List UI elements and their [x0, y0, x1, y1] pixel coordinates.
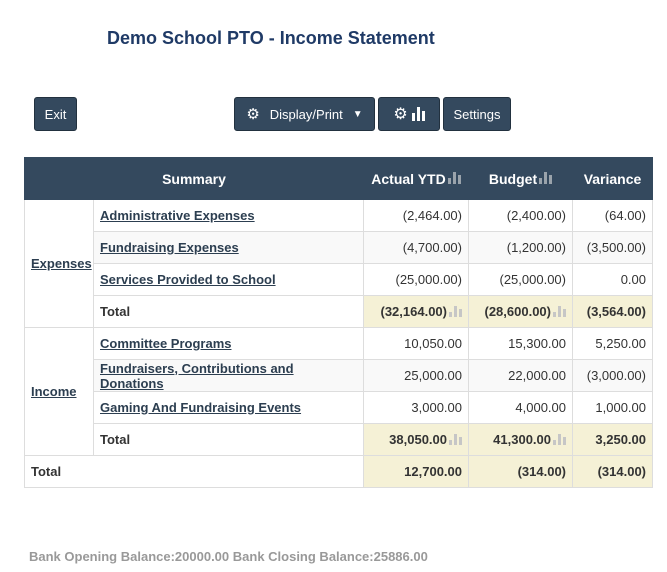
- actual-total-cell: [364, 296, 469, 328]
- budget-cell: (2,400.00): [469, 200, 573, 232]
- actual-cell: (25,000.00): [364, 264, 469, 296]
- grand-total-actual: 12,700.00: [364, 456, 469, 488]
- grand-total-row: [25, 456, 653, 488]
- display-print-label: Display/Print: [269, 106, 343, 122]
- actual-cell: 3,000.00: [364, 392, 469, 424]
- group-label-income[interactable]: [25, 328, 94, 456]
- settings-label: Settings: [453, 106, 501, 122]
- chart-settings-button[interactable]: [378, 97, 440, 131]
- row-name-cell[interactable]: [94, 264, 364, 296]
- variance-total-cell: (3,564.00): [573, 296, 653, 328]
- header-summary: Summary: [25, 158, 364, 200]
- table-row: [25, 360, 653, 392]
- income-link[interactable]: Income: [31, 384, 77, 399]
- exit-button[interactable]: [34, 97, 77, 131]
- budget-cell: (25,000.00): [469, 264, 573, 296]
- bank-balance-footer: Bank Opening Balance:20000.00 Bank Closing Balance:25886.00: [29, 549, 428, 564]
- account-link[interactable]: Committee Programs: [100, 336, 232, 351]
- header-budget-label: Budget: [488, 170, 538, 187]
- bar-chart-icon[interactable]: [553, 306, 566, 317]
- budget-cell: 15,300.00: [469, 328, 573, 360]
- page-title: Demo School PTO - Income Statement: [107, 28, 435, 48]
- account-link[interactable]: Gaming And Fundraising Events: [100, 400, 302, 415]
- budget-cell: (1,200.00): [469, 232, 573, 264]
- settings-button[interactable]: [443, 97, 511, 131]
- variance-cell: (3,000.00): [573, 360, 653, 392]
- actual-cell: (2,464.00): [364, 200, 469, 232]
- actual-cell: (4,700.00): [364, 232, 469, 264]
- header-budget[interactable]: [469, 158, 573, 200]
- budget-cell: 22,000.00: [469, 360, 573, 392]
- account-link[interactable]: Fundraisers, Contributions and Donations: [100, 360, 294, 391]
- account-link[interactable]: Fundraising Expenses: [100, 240, 239, 255]
- row-name-cell[interactable]: [94, 360, 364, 392]
- variance-cell: (64.00): [573, 200, 653, 232]
- budget-total-cell: [469, 424, 573, 456]
- actual-total-value: (32,164.00): [380, 304, 447, 319]
- variance-cell: 5,250.00: [573, 328, 653, 360]
- variance-total-cell: 3,250.00: [573, 424, 653, 456]
- income-statement-table: [24, 157, 653, 488]
- actual-cell: 25,000.00: [364, 360, 469, 392]
- gear-outline-icon: ⚙: [393, 106, 408, 123]
- table-row: [25, 392, 653, 424]
- bar-chart-icon[interactable]: [539, 172, 552, 184]
- gear-icon: ⚙: [246, 106, 260, 123]
- row-name-cell[interactable]: [94, 392, 364, 424]
- variance-cell: (3,500.00): [573, 232, 653, 264]
- expenses-link[interactable]: Expenses: [31, 256, 92, 271]
- table-row: [25, 328, 653, 360]
- caret-down-icon: ▼: [352, 108, 363, 120]
- budget-total-cell: [469, 296, 573, 328]
- group-label-expenses[interactable]: [25, 200, 94, 328]
- account-link[interactable]: Administrative Expenses: [100, 208, 255, 223]
- row-name-cell[interactable]: [94, 232, 364, 264]
- actual-total-value: 38,050.00: [389, 432, 447, 447]
- exit-label: Exit: [44, 106, 67, 122]
- variance-cell: 1,000.00: [573, 392, 653, 424]
- account-link[interactable]: Services Provided to School: [100, 272, 276, 287]
- header-variance: Variance: [573, 158, 653, 200]
- actual-cell: 10,050.00: [364, 328, 469, 360]
- actual-total-cell: [364, 424, 469, 456]
- header-actual-ytd[interactable]: [364, 158, 469, 200]
- table-row: [25, 264, 653, 296]
- grand-total-variance: (314.00): [573, 456, 653, 488]
- variance-cell: 0.00: [573, 264, 653, 296]
- subtotal-label: Total: [94, 424, 364, 456]
- bar-chart-icon[interactable]: [448, 172, 461, 184]
- row-name-cell[interactable]: [94, 328, 364, 360]
- bar-chart-icon: [412, 107, 425, 121]
- row-name-cell[interactable]: [94, 200, 364, 232]
- subtotal-row: [25, 296, 653, 328]
- subtotal-row: [25, 424, 653, 456]
- bar-chart-icon[interactable]: [449, 306, 462, 317]
- bar-chart-icon[interactable]: [553, 434, 566, 445]
- display-print-button[interactable]: [234, 97, 375, 131]
- budget-total-value: (28,600.00): [484, 304, 551, 319]
- grand-total-budget: (314.00): [469, 456, 573, 488]
- grand-total-label: Total: [25, 456, 364, 488]
- header-actual-label: Actual YTD: [371, 170, 446, 187]
- table-row: [25, 200, 653, 232]
- budget-cell: 4,000.00: [469, 392, 573, 424]
- subtotal-label: Total: [94, 296, 364, 328]
- bar-chart-icon[interactable]: [449, 434, 462, 445]
- table-row: [25, 232, 653, 264]
- budget-total-value: 41,300.00: [493, 432, 551, 447]
